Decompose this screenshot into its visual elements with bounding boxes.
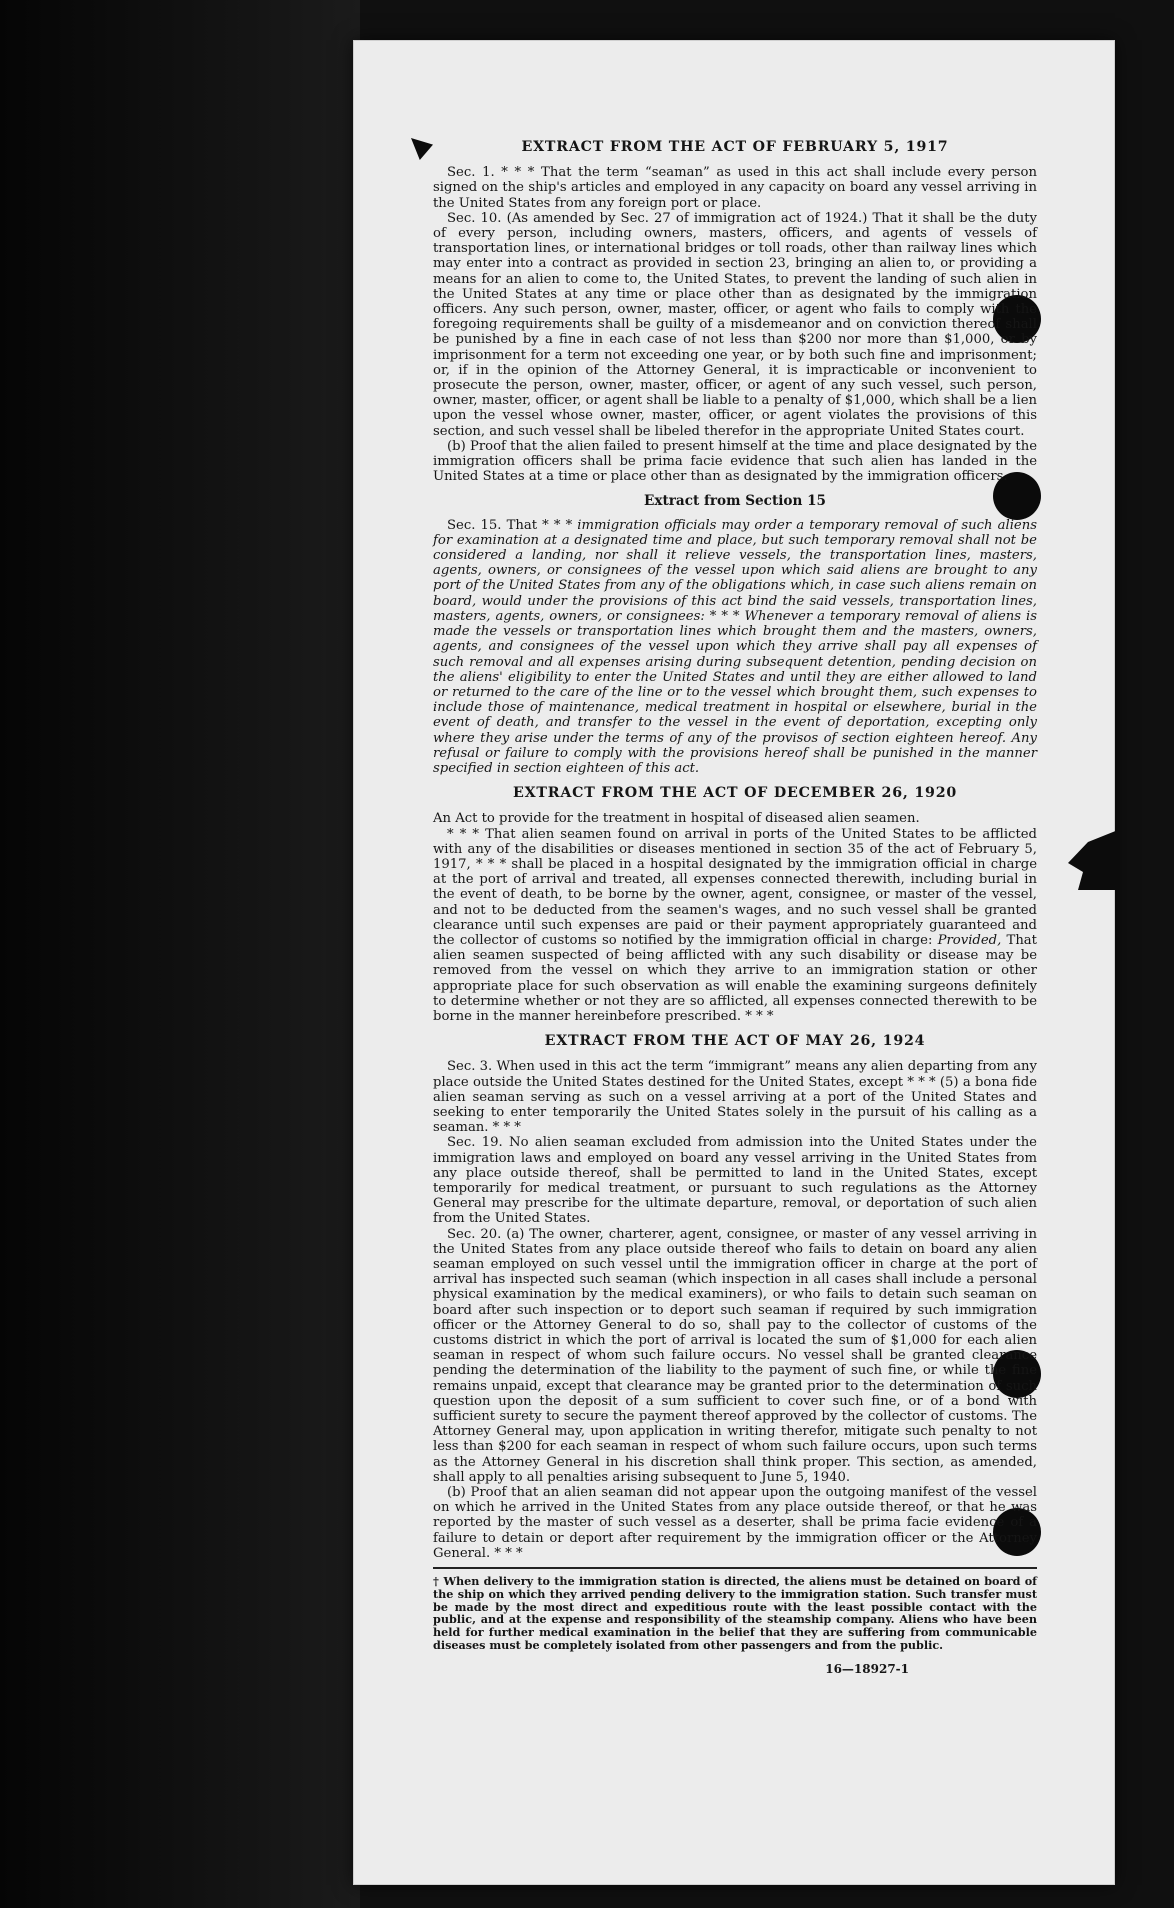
act-1920-provided: Provided, (937, 932, 1002, 948)
film-border (0, 0, 360, 1908)
document-page (353, 40, 1115, 1885)
footnote: † When delivery to the immigration station is directed, the aliens must be detained on board of the ship on which they arrived pending delivery to the immigration station. Such transfer must be made by the most direct and expeditious route with the least possible contact with the public, and at the expense and responsibility of the steamship company. Aliens who have been held for further medical examination in the belief that they are suffering from communicable diseases must be completely isolated from other passengers and from the public. (433, 1574, 1037, 1653)
heading-act-1920: EXTRACT FROM THE ACT OF DECEMBER 26, 1920 (512, 785, 958, 802)
torn-edge (1068, 830, 1118, 890)
section-1-paragraph: Sec. 1. * * * That the term “seaman” as used in this act shall include every person signed on the ship's articles and employed in any capacity on board any vessel arriving in the United States from any foreign port or place. (433, 165, 1037, 211)
staple-mark (411, 138, 433, 160)
section-10-b-paragraph: (b) Proof that the alien failed to present himself at the time and place designated by the immigration officers shall be prima facie evidence that such alien has landed in the United States at a time or place other than as designated by the immigration officers. (433, 438, 1037, 485)
section-10-paragraph: Sec. 10. (As amended by Sec. 27 of immigration act of 1924.) That it shall be the duty of every person, including owners, masters, officers, and agents of vessels of transportation lines, or international bridges or toll roads, other than railway lines which may enter into a contract as provided in section 23, bringing an alien to, or providing a means for an alien to come to, the United States, to prevent the landing of such alien in the United States at any time or place other than as designated by the immigration officers. Any such person, owner, master, officer, or agent who fails to comply with the foregoing requirements shall be guilty of a misdemeanor and on conviction thereof shall be punished by a fine in each case of not less than $200 nor more than $1,000, or by imprisonment for a term not exceeding one year, or by both such fine and imprisonment; or, if in the opinion of the Attorney General, it is impracticable or inconvenient to prosecute the person, owner, master, officer, or agent of any such vessel, such person, owner, master, officer, or agent shall be liable to a penalty of $1,000, which shall be a lien upon the vessel whose owner, master, officer, or agent violates the provisions of this section, and such vessel shall be libeled therefor in the appropriate United States court. (433, 210, 1037, 439)
form-number: 16—18927-1 (825, 1661, 909, 1676)
act-1920-body-b: That alien seamen suspected of being afflicted with any such disability or disease may be removed from the vessel on which they arrive to an immigration station or other appropriate place for such observation as will enable the examining surgeons definitely to determine whether or not they are so afflicted, all expenses connected therewith to be borne in the manner hereinbefore prescribed. * * * (433, 932, 1037, 1024)
footnote-divider (433, 1567, 1037, 1569)
section-15-body: immigration officials may order a temporary removal of such aliens for examination at a designated time and place, but such temporary removal shall not be considered a landing, nor shall it relieve vessels, the transportation lines, masters, agents, owners, or consignees of the vessel upon which said aliens are brought to any port of the United States from any of the obligations which, in case such aliens remain on board, would under the provisions of this act bind the said vessels, transportation lines, masters, agents, owners, or consignees: * * * Whenever a temporary removal of aliens is made the vessels or transportation lines which brought them and the masters, owners, agents, and consignees of the vessel upon which they arrive shall pay all expenses of such removal and all expenses arising during subsequent detention, pending decision on the aliens' eligibility to enter the United States and until they are either allowed to land or returned to the care of the line or to the vessel which brought them, such expenses to include those of maintenance, medical treatment in hospital or elsewhere, burial in the event of death, and transfer to the vessel in the event of deportation, excepting only where they arise under the terms of any of the provisos of section eighteen hereof. Any refusal or failure to comply with the provisions hereof shall be punished in the manner specified in section eighteen of this act. (433, 517, 1037, 776)
section-19-paragraph: Sec. 19. No alien seaman excluded from admission into the United States under the immigration laws and employed on board any vessel arriving in the United States from any place outside thereof, shall be permitted to land in the United States, except temporarily for medical treatment, or pursuant to such regulations as the Attorney General may prescribe for the ultimate departure, removal, or deportation of such alien from the United States. (433, 1135, 1037, 1227)
section-20-b-paragraph: (b) Proof that an alien seaman did not appear upon the outgoing manifest of the vessel on which he arrived in the United States from any place outside thereof, or that he was reported by the master of such vessel as a deserter, shall be prima facie evidence of a failure to detain or deport after requirement by the immigration officer or the Attorney General. * * * (433, 1485, 1037, 1561)
act-1920-title: An Act to provide for the treatment in hospital of diseased alien seamen. (433, 811, 920, 827)
section-20-a-paragraph: Sec. 20. (a) The owner, charterer, agent, consignee, or master of any vessel arriving in the United States from any place outside thereof who fails to detain on board any alien seaman employed on such vessel until the immigration officer in charge at the port of arrival has inspected such seaman (which inspection in all cases shall include a personal physical examination by the medical examiners), or who fails to detain such seaman on board after such inspection or to deport such seaman if required by such immigration officer or the Attorney General to do so, shall pay to the collector of customs of the customs district in which the port of arrival is located the sum of $1,000 for each alien seaman in respect of whom such failure occurs. No vessel shall be granted clearance pending the determination of the liability to the payment of such fine, or while the fine remains unpaid, except that clearance may be granted prior to the determination of such question upon the deposit of a sum sufficient to cover such fine, or of a bond with sufficient surety to secure the payment thereof approved by the collector of customs. The Attorney General may, upon application in writing therefor, mitigate such penalty to not less than $200 for each seaman in respect of whom such failure occurs, upon such terms as the Attorney General in his discretion shall think proper. This section, as amended, shall apply to all penalties arising subsequent to June 5, 1940. (433, 1226, 1037, 1485)
document-text (433, 140, 1037, 1677)
heading-act-1924: EXTRACT FROM THE ACT OF MAY 26, 1924 (544, 1033, 926, 1050)
heading-act-1917: EXTRACT FROM THE ACT OF FEBRUARY 5, 1917 (521, 139, 949, 155)
section-15-lead: Sec. 15. That * * * (447, 517, 578, 533)
heading-section-15: Extract from Section 15 (644, 493, 826, 510)
act-1920-body-a: * * * That alien seamen found on arrival in ports of the United States to be afflicted with any of the disabilities or diseases mentioned in section 35 of the act of February 5, 1917, * * * shall be placed in a hospital designated by the immigration official in charge at the port of arrival and treated, all expenses connected therewith, including burial in the event of death, to be borne by the owner, agent, consignee, or master of the vessel, and not to be deducted from the seamen's wages, and no such vessel shall be granted clearance until such expenses are paid or their payment appropriately guaranteed and the collector of customs so notified by the immigration official in charge: (433, 826, 1037, 948)
section-15-paragraph (433, 518, 1037, 776)
act-1920-paragraph (433, 827, 1037, 1025)
section-3-paragraph: Sec. 3. When used in this act the term “immigrant” means any alien departing from any place outside the United States destined for the United States, except * * * (5) a bona fide alien seaman serving as such on a vessel arriving at a port of the United States and seeking to enter temporarily the United States solely in the pursuit of his calling as a seaman. * * * (433, 1059, 1037, 1136)
